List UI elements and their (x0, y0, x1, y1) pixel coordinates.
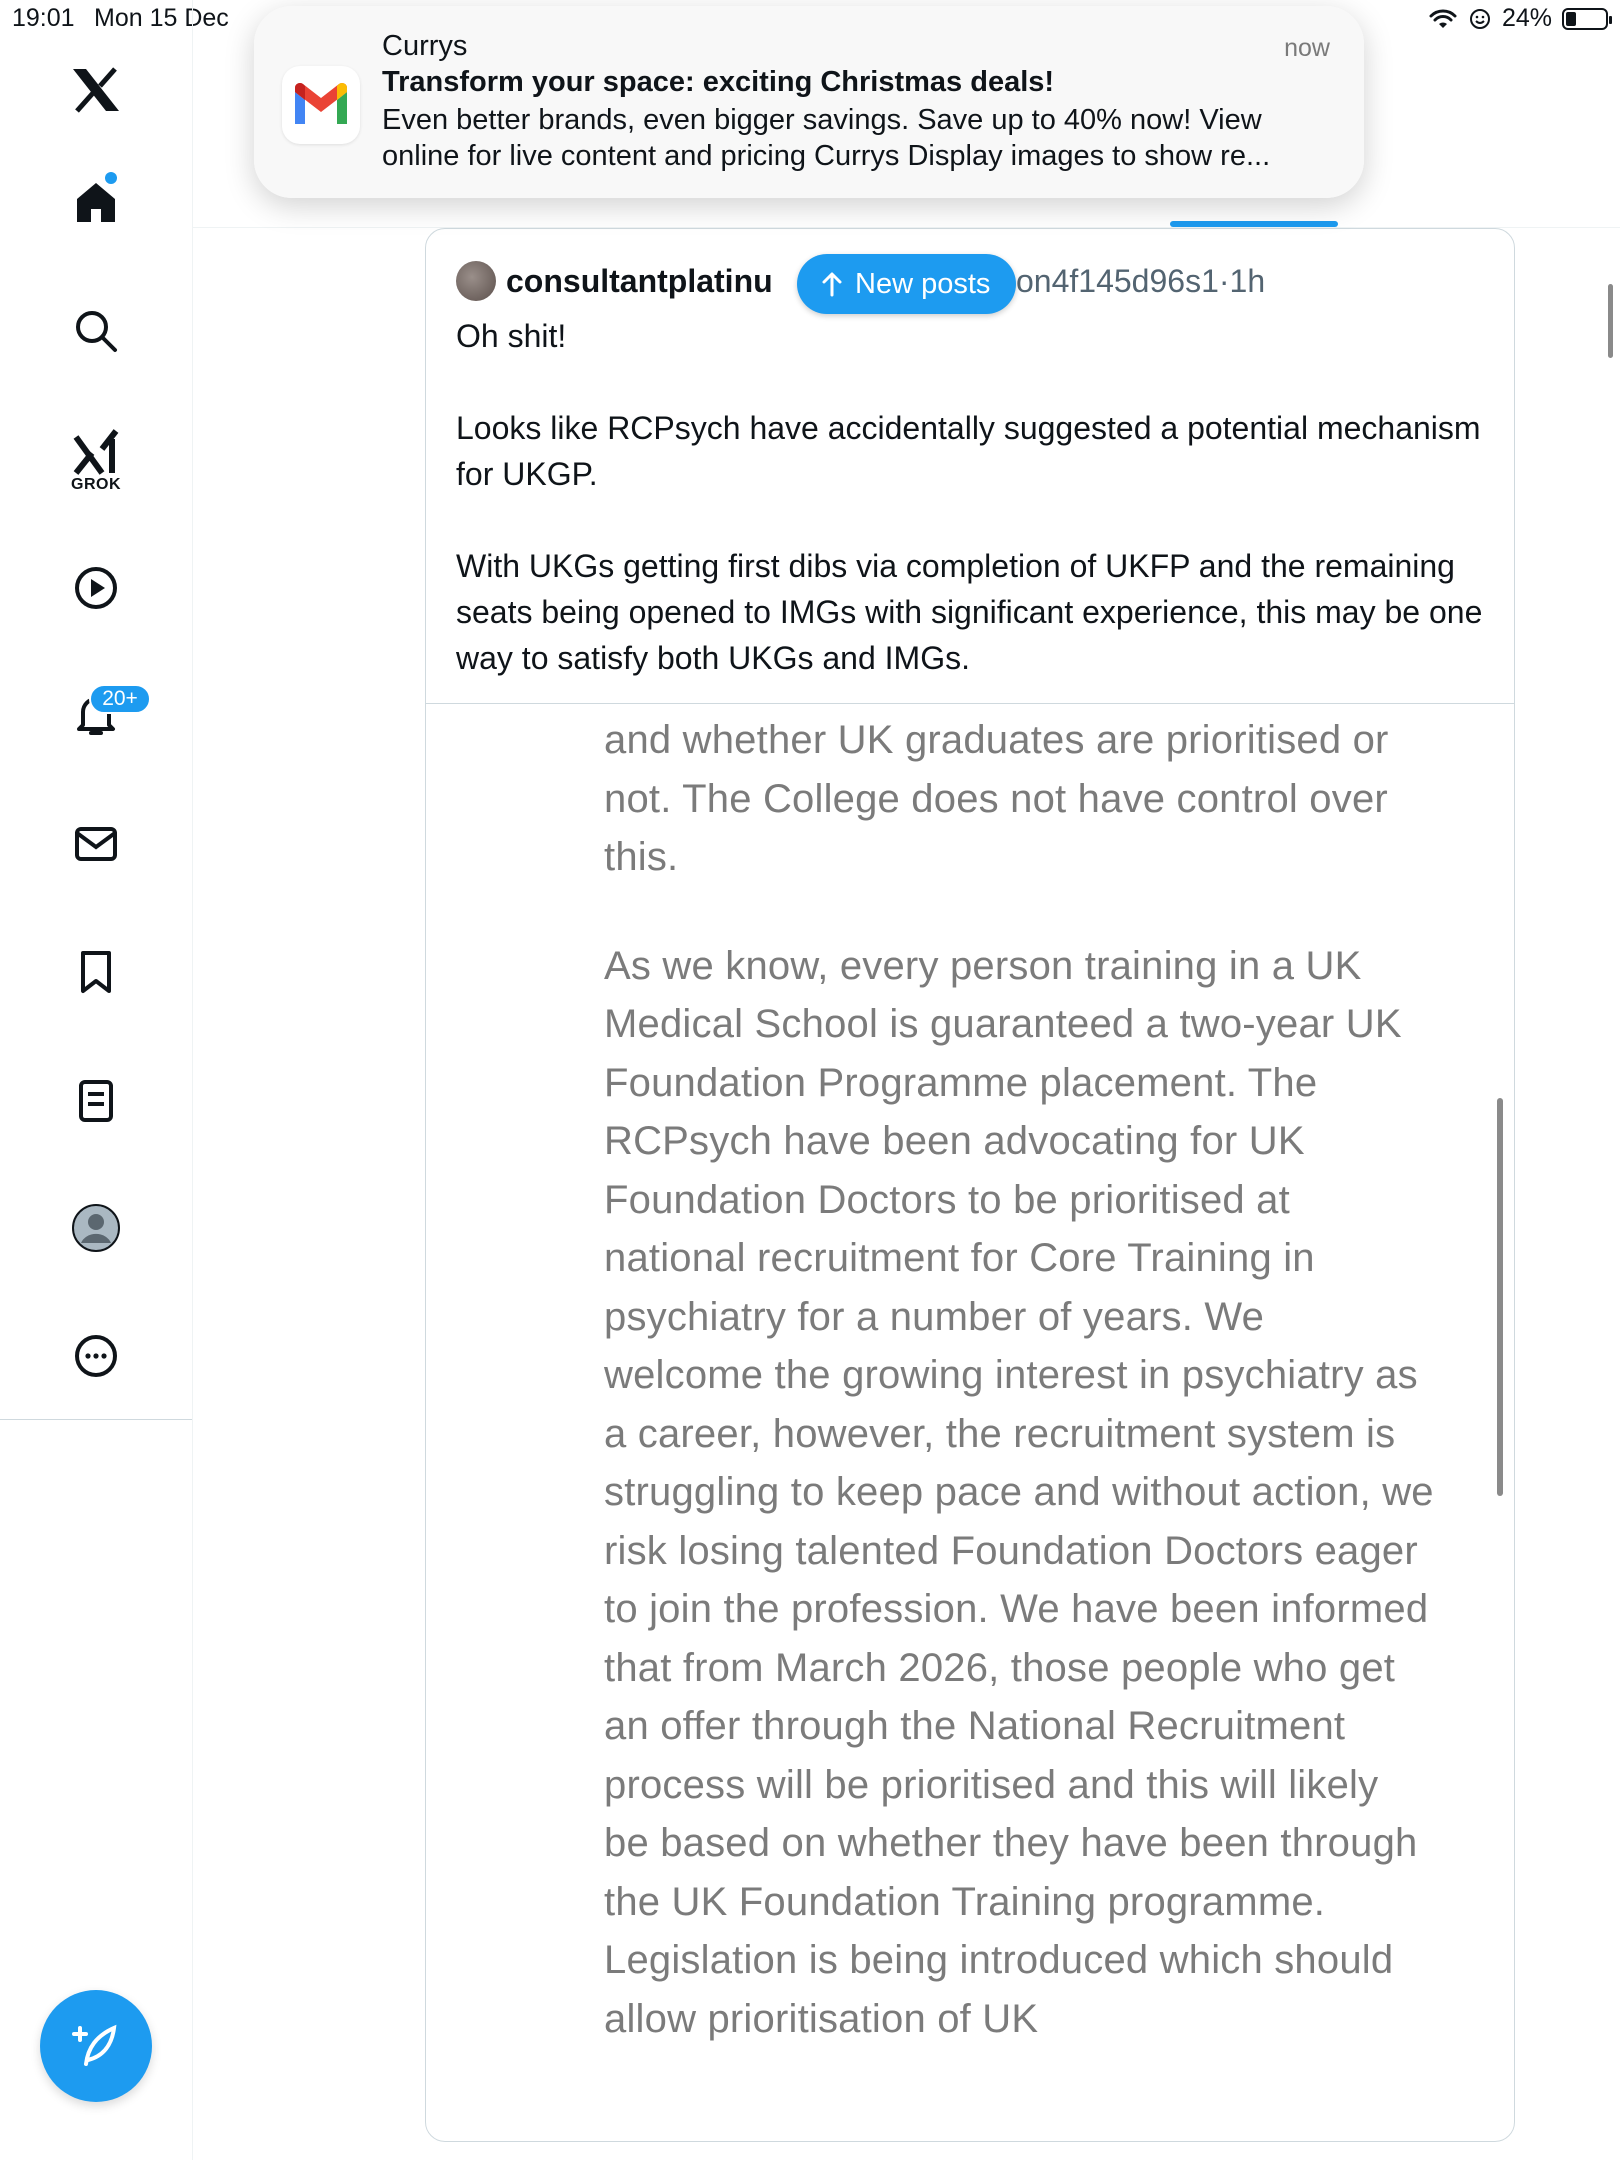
author-handle-and-time: on4f145d96s1·1h (1016, 263, 1266, 299)
post-divider (426, 703, 1514, 704)
post-paragraph: Oh shit! (456, 318, 567, 354)
sidebar-divider (0, 1419, 192, 1420)
battery-percent: 24% (1501, 4, 1552, 32)
new-posts-label: New posts (855, 267, 991, 300)
notifications-count-badge: 20+ (89, 684, 151, 714)
post-paragraph: With UKGs getting first dibs via completion of UKFP and the remaining seats being opened to IMGs with significant experience, this may be one way to satisfy both UKGs and IMGs. (456, 548, 1483, 676)
grok-icon[interactable] (68, 424, 124, 480)
push-notification-banner[interactable] (254, 6, 1364, 198)
arrow-up-icon (821, 271, 843, 297)
profile-avatar-icon[interactable] (68, 1200, 124, 1256)
video-play-icon[interactable] (68, 560, 124, 616)
image-scrollbar[interactable] (1497, 1098, 1503, 1496)
focus-mode-icon (1468, 7, 1492, 31)
sidebar-nav (0, 0, 193, 2160)
messages-envelope-icon[interactable] (68, 816, 124, 872)
grok-label: GROK (71, 476, 121, 493)
notification-time: now (1284, 34, 1330, 62)
wifi-icon (1428, 7, 1458, 31)
post-author[interactable] (456, 259, 773, 303)
compose-feather-icon (70, 2020, 122, 2072)
post-paragraph: Looks like RCPsych have accidentally suggested a potential mechanism for UKGP. (456, 410, 1481, 492)
status-indicators (1428, 4, 1608, 33)
image-paragraph: As we know, every person training in a UK Medical School is guaranteed a two-year UK Foundation Programme placement. The RCPsych have been advocating for UK Foundation Doctors to be prioritised at national recruitment for Core Training in psychiatry for a number of years. We welcome the growing interest in psychiatry as a career, however, the recruitment system is struggling to keep pace and without action, we risk losing talented Foundation Doctors eager to join the profession. We have been informed that from March 2026, those people who get an offer through the National Recruitment process will be prioritised and this will likely be based on whether they have been through the UK Foundation Training programme. Legislation is being introduced which should allow prioritisation of UK (604, 943, 1434, 2041)
post-attached-image-text[interactable] (604, 711, 1434, 2098)
lists-icon[interactable] (68, 1073, 124, 1129)
post-time: 1h (1229, 263, 1266, 299)
image-paragraph: and whether UK graduates are prioritised or not. The College does not have control over this. (604, 718, 1389, 879)
home-unread-dot (105, 172, 117, 184)
battery-icon (1562, 8, 1608, 30)
post-card[interactable] (425, 228, 1515, 2142)
compose-post-button[interactable] (40, 1990, 152, 2102)
notification-body: Even better brands, even bigger savings. Save up to 40% now! View online for live content and pricing Currys Display images to show re... (382, 104, 1271, 172)
active-tab-indicator (1170, 221, 1338, 227)
status-date: Mon 15 Dec (94, 4, 229, 32)
new-posts-button[interactable] (797, 254, 1016, 314)
bookmark-icon[interactable] (68, 944, 124, 1000)
author-name[interactable]: consultantplatinu (506, 262, 773, 299)
status-time: 19:01 (12, 4, 75, 32)
notification-sender: Currys (382, 30, 468, 62)
x-logo-icon[interactable] (68, 62, 124, 118)
page-scrollbar[interactable] (1608, 284, 1613, 358)
home-icon[interactable] (68, 174, 124, 230)
author-handle: on4f145d96s1 (1016, 263, 1219, 299)
post-text (456, 313, 1486, 727)
notification-title: Transform your space: exciting Christmas deals! (382, 66, 1055, 98)
gmail-icon (282, 66, 360, 144)
author-avatar[interactable] (456, 261, 496, 301)
more-options-icon[interactable] (68, 1328, 124, 1384)
search-icon[interactable] (68, 303, 124, 359)
